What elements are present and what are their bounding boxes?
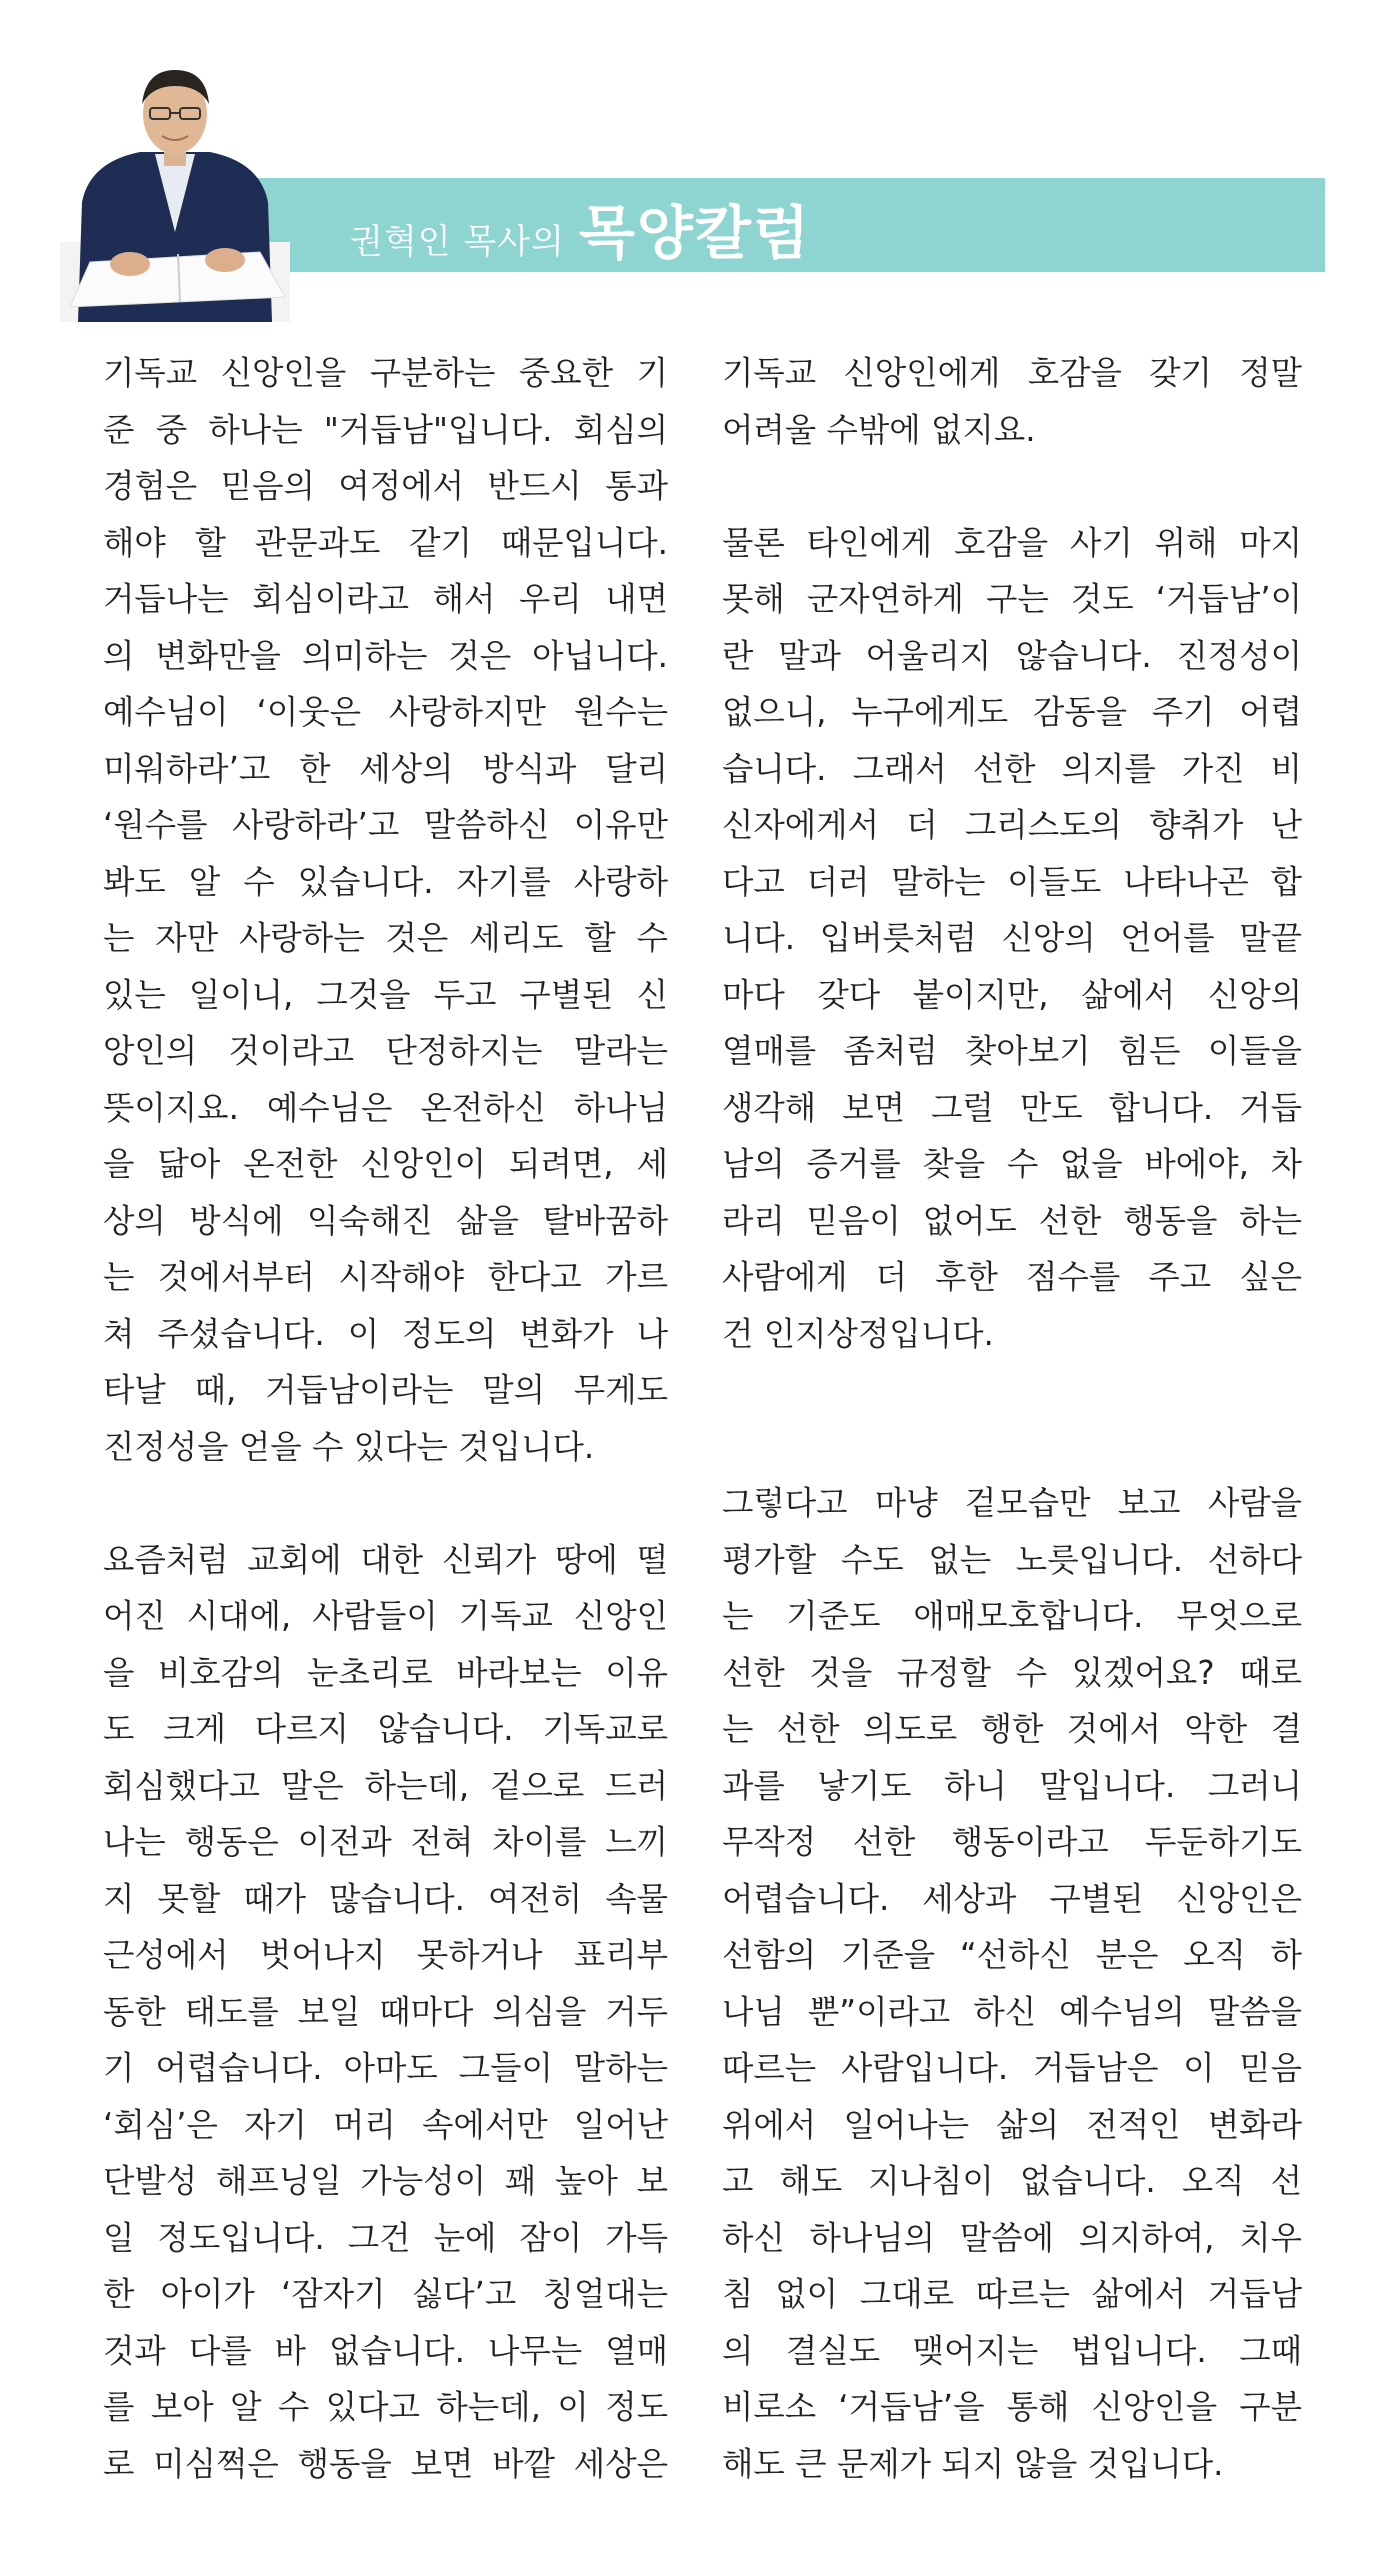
text-line: 을 닮아 온전한 신앙인이 되려면, 세 bbox=[103, 1145, 668, 1183]
text-line: 비로소 ‘거듭남’을 통해 신앙인을 구분 bbox=[722, 2388, 1302, 2426]
column-title: 목양칼럼 bbox=[578, 199, 811, 267]
text-line: 회심했다고 말은 하는데, 겉으로 드러 bbox=[103, 1766, 668, 1805]
column-header bbox=[350, 186, 811, 266]
text-line: 란 말과 어울리지 않습니다. 진정성이 bbox=[722, 636, 1302, 675]
text-line: 거듭나는 회심이라고 해서 우리 내면 bbox=[103, 580, 668, 618]
text-line: 쳐 주셨습니다. 이 정도의 변화가 나 bbox=[103, 1314, 668, 1353]
text-line: 기독교 신앙인에게 호감을 갖기 정말 bbox=[722, 354, 1302, 392]
text-line: 나는 행동은 이전과 전혀 차이를 느끼 bbox=[103, 1823, 668, 1861]
text-line: 다고 더러 말하는 이들도 나타나곤 합 bbox=[722, 862, 1302, 901]
paragraph-gap bbox=[722, 458, 1302, 515]
text-line: 선한 것을 규정할 수 있겠어요? 때로 bbox=[722, 1653, 1302, 1692]
text-line: 있는 일이니, 그것을 두고 구별된 신 bbox=[103, 975, 668, 1014]
text-line: 의 결실도 맺어지는 법입니다. 그때 bbox=[722, 2331, 1302, 2370]
text-line: 어렵습니다. 세상과 구별된 신앙인은 bbox=[722, 1879, 1302, 1918]
text-line: 미워하라’고 한 세상의 방식과 달리 bbox=[103, 749, 668, 788]
paragraph-gap bbox=[722, 1419, 1302, 1476]
text-line: 는 것에서부터 시작해야 한다고 가르 bbox=[103, 1258, 668, 1296]
text-line: 고 해도 지나침이 없습니다. 오직 선 bbox=[722, 2162, 1302, 2200]
text-line: 마다 갖다 붙이지만, 삶에서 신앙의 bbox=[722, 975, 1302, 1014]
text-line: 로 미심쩍은 행동을 보면 바깥 세상은 bbox=[103, 2444, 668, 2483]
text-line: 선함의 기준을 “선하신 분은 오직 하 bbox=[722, 1936, 1302, 1974]
text-line: 상의 방식에 익숙해진 삶을 탈바꿈하 bbox=[103, 1201, 668, 1240]
text-line: 물론 타인에게 호감을 사기 위해 마지 bbox=[722, 523, 1302, 562]
pastor-portrait bbox=[60, 52, 290, 322]
text-line: 타날 때, 거듭남이라는 말의 무게도 bbox=[103, 1371, 668, 1409]
text-line: ‘회심’은 자기 머리 속에서만 일어난 bbox=[103, 2105, 668, 2144]
paragraph bbox=[103, 1532, 668, 2493]
text-line: 해야 할 관문과도 같기 때문입니다. bbox=[103, 523, 668, 562]
text-line: 어려울 수밖에 없지요. bbox=[722, 410, 1036, 449]
text-line: 경험은 믿음의 여정에서 반드시 통과 bbox=[103, 467, 668, 505]
text-line: 한 아이가 ‘잠자기 싫다’고 칭얼대는 bbox=[103, 2275, 668, 2313]
text-line: 것과 다를 바 없습니다. 나무는 열매 bbox=[103, 2331, 668, 2370]
text-line: 신자에게서 더 그리스도의 향취가 난 bbox=[722, 806, 1302, 844]
paragraph bbox=[722, 345, 1302, 458]
text-line: 따르는 사람입니다. 거듭남은 이 믿음 bbox=[722, 2049, 1302, 2087]
paragraph bbox=[722, 515, 1302, 1363]
text-line: 과를 낳기도 하니 말입니다. 그러니 bbox=[722, 1766, 1302, 1805]
text-line: 근성에서 벗어나지 못하거나 표리부 bbox=[103, 1936, 668, 1974]
text-line: 그렇다고 마냥 겉모습만 보고 사람을 bbox=[722, 1484, 1302, 1522]
text-line: 는 자만 사랑하는 것은 세리도 할 수 bbox=[103, 919, 668, 957]
text-line: 동한 태도를 보일 때마다 의심을 거두 bbox=[103, 1992, 668, 2031]
paragraph bbox=[722, 1475, 1302, 2492]
text-line: 을 비호감의 눈초리로 바라보는 이유 bbox=[103, 1653, 668, 1692]
text-line: 생각해 보면 그럴 만도 합니다. 거듭 bbox=[722, 1088, 1302, 1127]
text-line: 기 어렵습니다. 아마도 그들이 말하는 bbox=[103, 2049, 668, 2087]
text-line: 사람에게 더 후한 점수를 주고 싶은 bbox=[722, 1258, 1302, 1296]
paragraph bbox=[103, 345, 668, 1475]
text-line: 위에서 일어나는 삶의 전적인 변화라 bbox=[722, 2105, 1302, 2144]
text-line: 열매를 좀처럼 찾아보기 힘든 이들을 bbox=[722, 1032, 1302, 1070]
text-line: 봐도 알 수 있습니다. 자기를 사랑하 bbox=[103, 862, 668, 901]
text-line: ‘원수를 사랑하라’고 말씀하신 이유만 bbox=[103, 806, 668, 844]
text-line: 남의 증거를 찾을 수 없을 바에야, 차 bbox=[722, 1145, 1302, 1183]
text-line: 뜻이지요. 예수님은 온전하신 하나님 bbox=[103, 1088, 668, 1127]
text-line: 평가할 수도 없는 노릇입니다. 선하다 bbox=[722, 1540, 1302, 1579]
text-line: 예수님이 ‘이웃은 사랑하지만 원수는 bbox=[103, 693, 668, 731]
text-line: 니다. 입버릇처럼 신앙의 언어를 말끝 bbox=[722, 919, 1302, 957]
text-line: 앙인의 것이라고 단정하지는 말라는 bbox=[103, 1032, 668, 1070]
text-line: 지 못할 때가 많습니다. 여전히 속물 bbox=[103, 1879, 668, 1918]
text-line: 습니다. 그래서 선한 의지를 가진 비 bbox=[722, 749, 1302, 788]
article-right-column bbox=[722, 345, 1302, 2492]
text-line: 하신 하나님의 말씀에 의지하여, 치우 bbox=[722, 2218, 1302, 2257]
text-line: 진정성을 얻을 수 있다는 것입니다. bbox=[103, 1427, 595, 1466]
text-line: 침 없이 그대로 따르는 삶에서 거듭남 bbox=[722, 2275, 1302, 2313]
text-line: 준 중 하나는 "거듭남"입니다. 회심의 bbox=[103, 410, 668, 449]
text-line: 못해 군자연하게 구는 것도 ‘거듭남’이 bbox=[722, 580, 1302, 618]
text-line: 무작정 선한 행동이라고 두둔하기도 bbox=[722, 1823, 1302, 1861]
text-line: 없으니, 누구에게도 감동을 주기 어렵 bbox=[722, 693, 1302, 731]
paragraph-gap bbox=[722, 1362, 1302, 1419]
text-line: 도 크게 다르지 않습니다. 기독교로 bbox=[103, 1710, 668, 1748]
text-line: 를 보아 알 수 있다고 하는데, 이 정도 bbox=[103, 2388, 668, 2426]
text-line: 나님 뿐”이라고 하신 예수님의 말씀을 bbox=[722, 1992, 1302, 2031]
text-line: 는 기준도 애매모호합니다. 무엇으로 bbox=[722, 1597, 1302, 1635]
text-line: 는 선한 의도로 행한 것에서 악한 결 bbox=[722, 1710, 1302, 1748]
text-line: 건 인지상정입니다. bbox=[722, 1314, 994, 1353]
text-line: 일 정도입니다. 그건 눈에 잠이 가득 bbox=[103, 2218, 668, 2257]
column-subtitle: 권혁인 목사의 bbox=[350, 222, 565, 262]
text-line: 어진 시대에, 사람들이 기독교 신앙인 bbox=[103, 1597, 668, 1635]
text-line: 기독교 신앙인을 구분하는 중요한 기 bbox=[103, 354, 668, 392]
text-line: 의 변화만을 의미하는 것은 아닙니다. bbox=[103, 636, 668, 675]
paragraph-gap bbox=[103, 1475, 668, 1532]
text-line: 요즘처럼 교회에 대한 신뢰가 땅에 떨 bbox=[103, 1540, 668, 1579]
text-line: 해도 큰 문제가 되지 않을 것입니다. bbox=[722, 2444, 1224, 2483]
article-left-column bbox=[103, 345, 668, 2492]
text-line: 단발성 해프닝일 가능성이 꽤 높아 보 bbox=[103, 2162, 668, 2200]
text-line: 라리 믿음이 없어도 선한 행동을 하는 bbox=[722, 1201, 1302, 1240]
